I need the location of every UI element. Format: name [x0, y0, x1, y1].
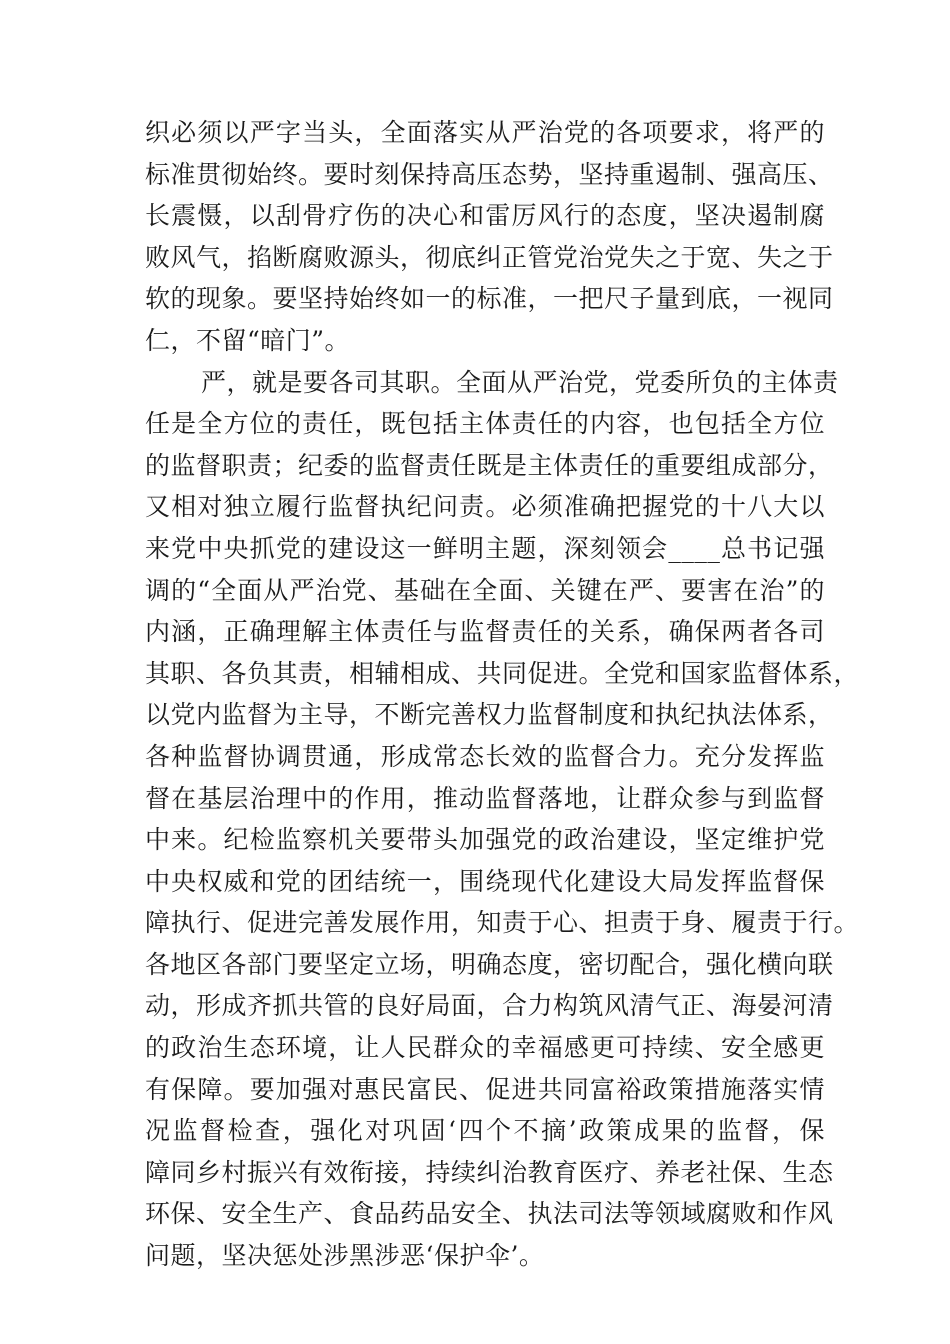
paragraph-line: 环保、安全生产、食品药品安全、执法司法等领域腐败和作风: [145, 1199, 834, 1229]
paragraph-line: 各地区各部门要坚定立场，明确态度，密切配合，强化横向联: [145, 949, 834, 979]
paragraph-line: 障执行、促进完善发展作用，知责于心、担责于身、履责于行。: [145, 908, 860, 938]
paragraph-line: 各种监督协调贯通，形成常态长效的监督合力。充分发挥监: [145, 741, 825, 771]
paragraph-line: 问题，坚决惩处涉黑涉恶‘保护伞’。: [145, 1241, 545, 1271]
paragraph-line: 软的现象。要坚持始终如一的标准，一把尺子量到底，一视同: [145, 284, 834, 314]
paragraph-line: 有保障。要加强对惠民富民、促进共同富裕政策措施落实情: [145, 1074, 825, 1104]
paragraph-line: 仁，不留“暗门”。: [145, 325, 351, 355]
paragraph-line: 长震慑，以刮骨疗伤的决心和雷厉风行的态度，坚决遏制腐: [145, 201, 825, 231]
paragraph-line: 动，形成齐抓共管的良好局面，合力构筑风清气正、海晏河清: [145, 991, 834, 1021]
paragraph-line: 织必须以严字当头，全面落实从严治党的各项要求，将严的: [145, 118, 825, 147]
paragraph-line: 中来。纪检监察机关要带头加强党的政治建设，坚定维护党: [145, 825, 825, 855]
paragraph-line: 况监督检查，强化对巩固‘四个不摘’政策成果的监督，保: [145, 1116, 825, 1146]
paragraph-line: 其职、各负其责，相辅相成、共同促进。全党和国家监督体系，: [145, 658, 860, 688]
paragraph-line: 又相对独立履行监督执纪问责。必须准确把握党的十八大以: [145, 492, 825, 522]
paragraph-line: 障同乡村振兴有效衔接，持续纠治教育医疗、养老社保、生态: [145, 1157, 834, 1187]
paragraph-line: 严，就是要各司其职。全面从严治党，党委所负的主体责: [201, 367, 839, 397]
paragraph-line: 调的“全面从严治党、基础在全面、关键在严、要害在治”的: [145, 575, 825, 605]
paragraph-line: 任是全方位的责任，既包括主体责任的内容，也包括全方位: [145, 409, 825, 439]
document-body: [145, 112, 860, 1277]
paragraph-line: 来党中央抓党的建设这一鲜明主题，深刻领会____总书记强: [145, 533, 825, 563]
paragraph-line: 中央权威和党的团结统一，围绕现代化建设大局发挥监督保: [145, 866, 825, 896]
paragraph-line: 的政治生态环境，让人民群众的幸福感更可持续、安全感更: [145, 1033, 825, 1063]
paragraph-line: 标准贯彻始终。要时刻保持高压态势，坚持重遏制、强高压、: [145, 159, 834, 189]
paragraph-line: 内涵，正确理解主体责任与监督责任的关系，确保两者各司: [145, 617, 825, 647]
paragraph-line: 的监督职责；纪委的监督责任既是主体责任的重要组成部分，: [145, 450, 834, 480]
paragraph-line: 督在基层治理中的作用，推动监督落地，让群众参与到监督: [145, 783, 825, 813]
paragraph-line: 以党内监督为主导，不断完善权力监督制度和执纪执法体系，: [145, 700, 834, 730]
paragraph-line: 败风气，掐断腐败源头，彻底纠正管党治党失之于宽、失之于: [145, 242, 834, 272]
